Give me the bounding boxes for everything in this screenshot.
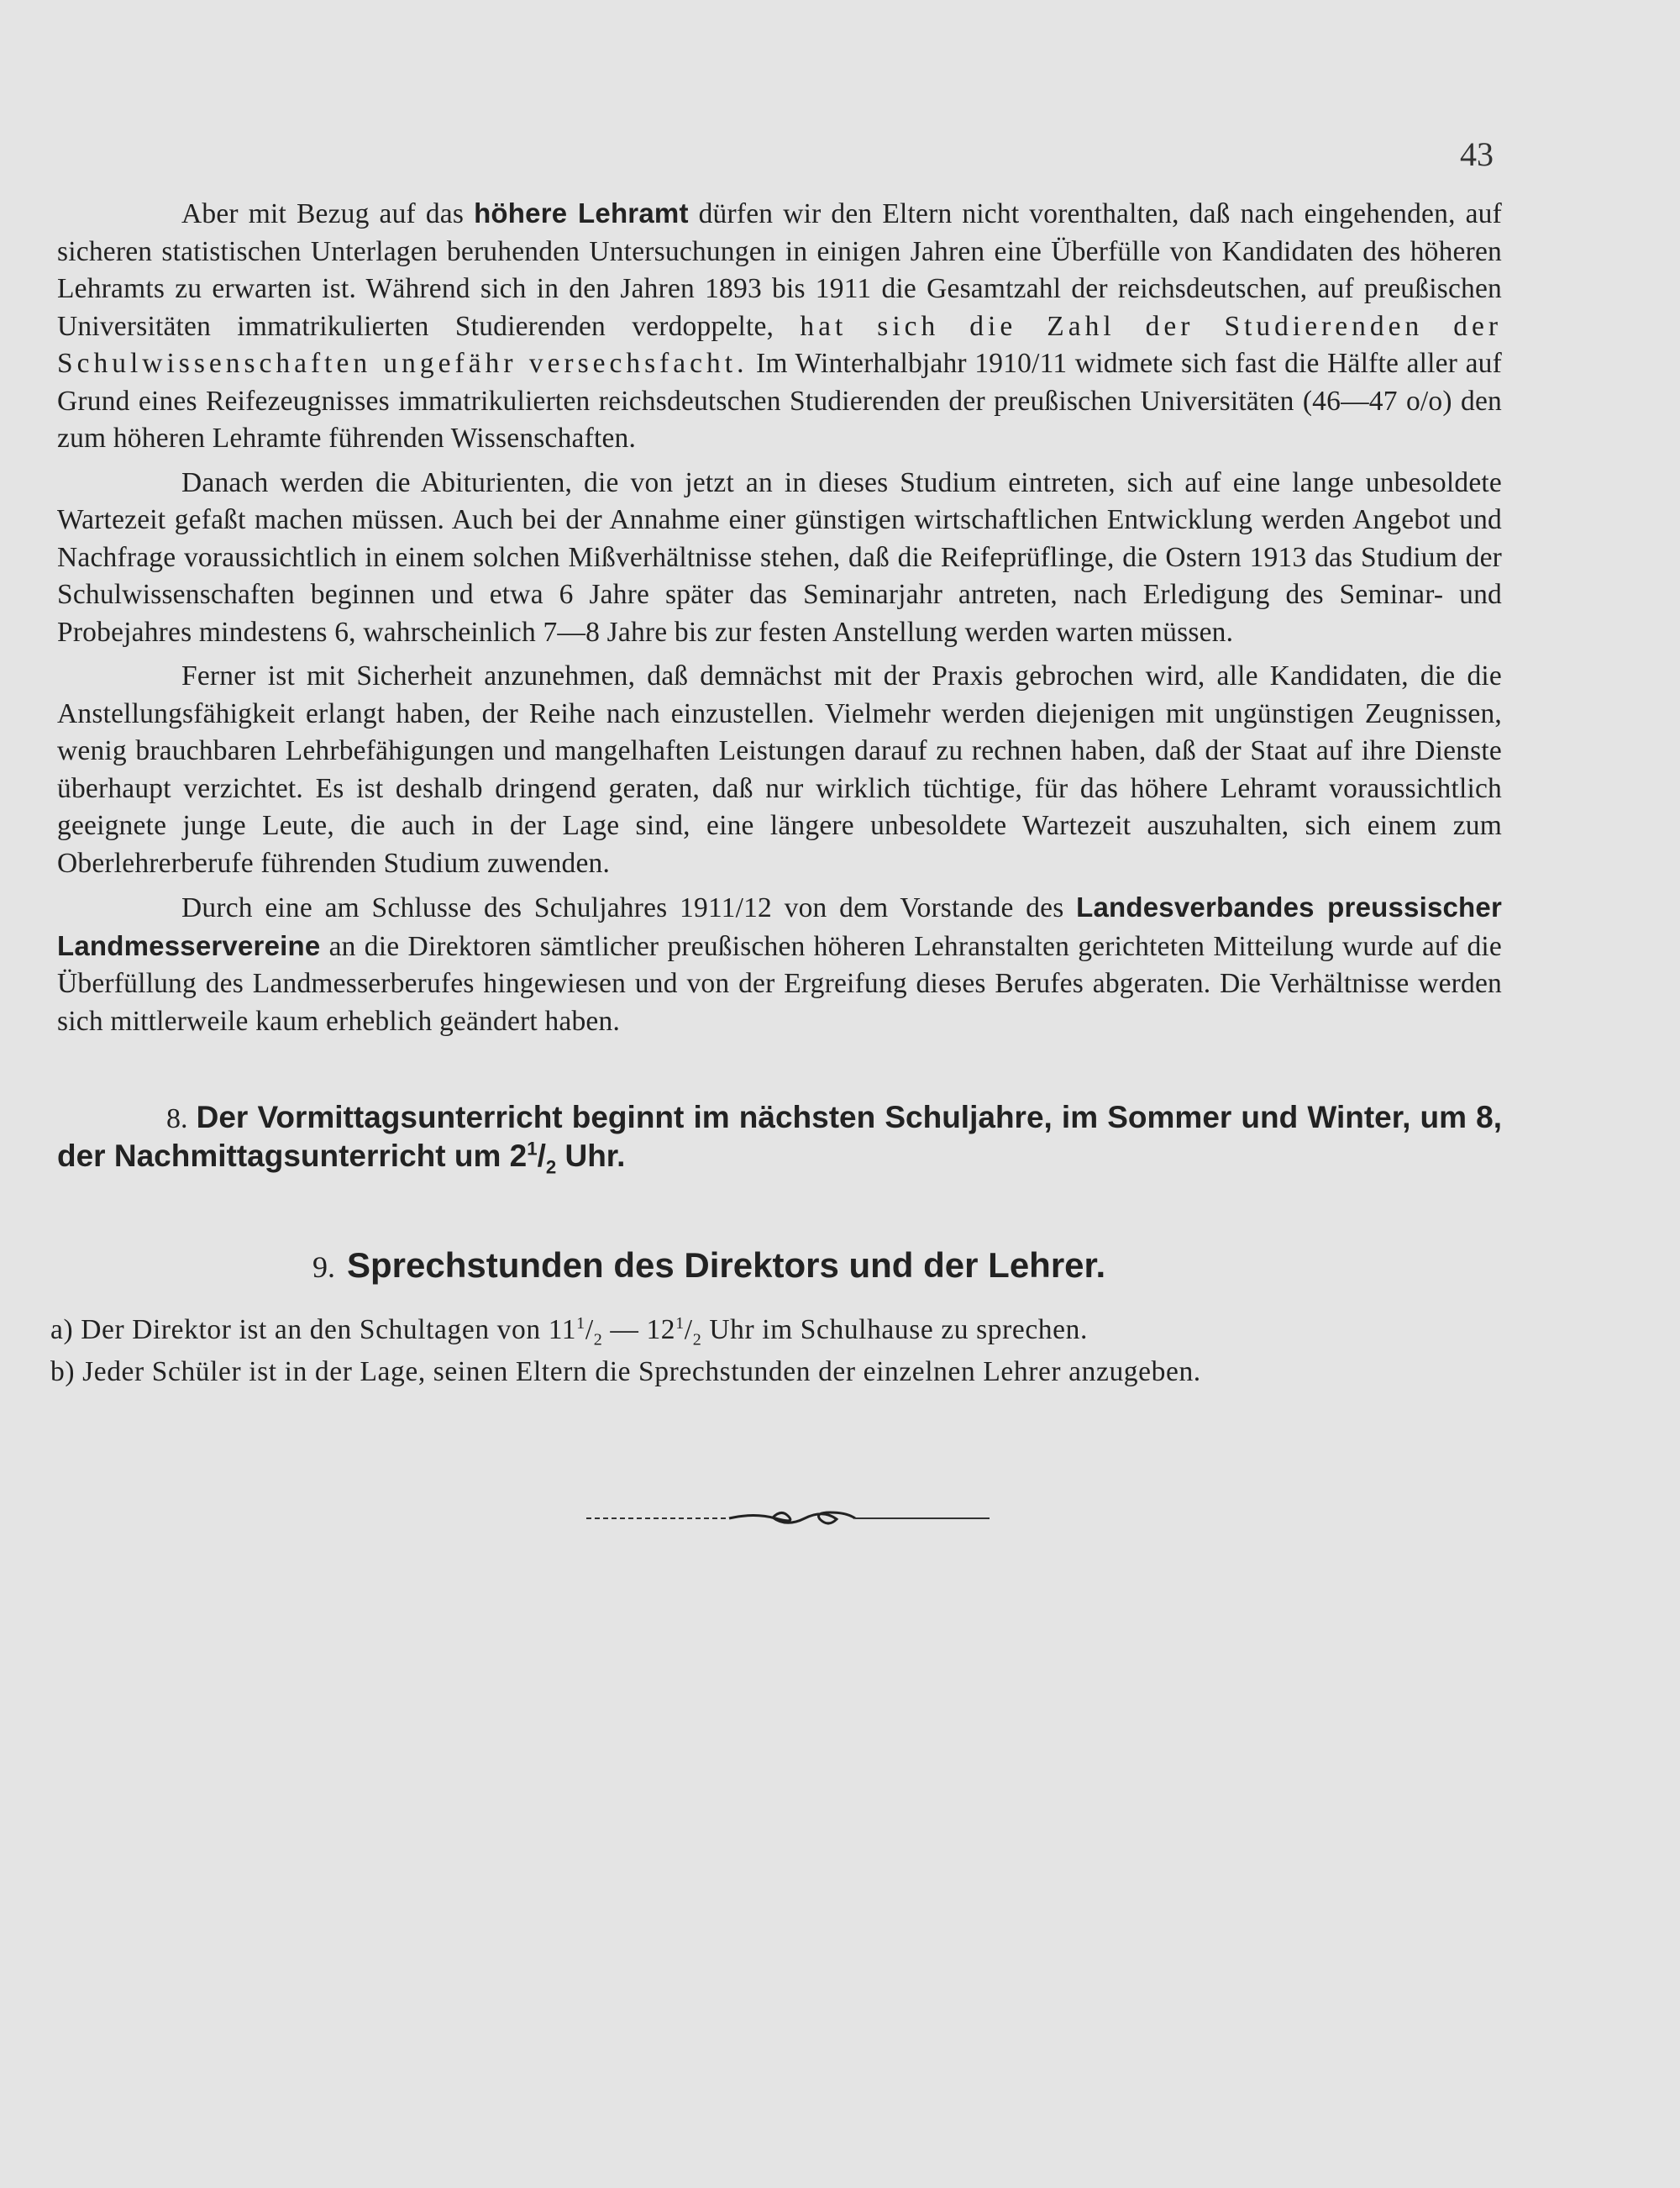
item-8-text-b: Uhr. xyxy=(556,1139,626,1173)
p4-text-c: an die Direktoren sämtlicher preußischen höheren Lehranstalten gerichteten Mitteilung wurde auf die Überfüllung des Landmesserberufes hingewiesen und von der Ergreifung dieses Berufes abgeraten. Die Verhältnisse werden sich mittlerweile kaum erheblich geändert haben. xyxy=(57,930,1502,1037)
list-item-a-label: a) xyxy=(50,1314,74,1345)
list-item-a-f1-den: 2 xyxy=(593,1330,603,1349)
list-item-a-f1-num: 1 xyxy=(576,1313,585,1333)
item-8-text: Der Vormittagsunterricht beginnt im nächsten Schuljahre, im Sommer und Winter, um 8, der Nachmittagsunterricht um $2^1/_2$ Uhr. xyxy=(57,1100,1502,1178)
body-text xyxy=(57,195,1502,1047)
item-8-schedule xyxy=(57,1099,1502,1176)
list-item-a: a) Der Direktor ist an den Schultagen von $11^1/_2$ — $12^1/_2$ Uhr im Schulhause zu sprechen. xyxy=(50,1313,1088,1349)
ornament-divider-icon xyxy=(586,1506,990,1531)
paragraph-4 xyxy=(57,889,1502,1040)
p1-text-c: dürfen wir den Eltern nicht vorenthalten, daß nach eingehenden, auf sicheren statistischen Unterlagen beruhenden Untersuchungen in einigen Jahren eine Überfülle von Kandidaten des höheren Lehramts zu erwarten ist. Während sich in den Jahren 1893 bis 1911 die Gesamtzahl der reichsdeutschen, auf preußischen Universitäten immatrikulierten Studierenden verdoppelte, xyxy=(57,198,1502,342)
p4-emphasis-landesverband: Landesverbandes preussischer Landmesservereine xyxy=(57,892,1503,961)
list-item-a-text-b: Uhr im Schulhause zu sprechen. xyxy=(701,1314,1088,1345)
list-item-a-f2-num: 1 xyxy=(675,1313,685,1333)
p4-text-a: Durch eine am Schlusse des Schuljahres 1911/12 von dem Vorstande des xyxy=(181,892,1077,923)
list-item-b-text: Jeder Schüler ist in der Lage, seinen Eltern die Sprechstunden der einzelnen Lehrer anzugeben. xyxy=(82,1356,1201,1387)
p1-text-a: Aber mit Bezug auf das xyxy=(181,198,475,229)
item-8-frac-num: 1 xyxy=(527,1138,538,1160)
p1-spaced-text: hat sich die Zahl der Studierenden der Schulwissenschaften ungefähr versechsfacht. xyxy=(57,310,1503,379)
section-9-heading xyxy=(312,1245,1320,1286)
item-8-text-a: Der Vormittagsunterricht beginnt im nächsten Schuljahre, im Sommer und Winter, um 8, der Nachmittagsunterricht um 2 xyxy=(57,1100,1502,1173)
list-item-a-mid: — 12 xyxy=(602,1314,676,1345)
section-9-number: 9. xyxy=(312,1250,335,1284)
paragraph-3: Ferner ist mit Sicherheit anzunehmen, daß demnächst mit der Praxis gebrochen wird, alle Kandidaten, die die Anstellungsfähigkeit erlangt haben, der Reihe nach einzustellen. Vielmehr werden diejenigen mit ungünstigen Zeugnissen, wenig brauchbaren Lehrbefähigungen und mangelhaften Leistungen darauf zu rechnen haben, daß der Staat auf ihre Dienste überhaupt verzichtet. Es ist deshalb dringend geraten, daß nur wirklich tüchtige, für das höhere Lehramt voraussichtlich geeignete junge Leute, die auch in der Lage sind, eine längere unbesoldete Wartezeit auszuhalten, sich einem zum Oberlehrerberufe führenden Studium zuwenden. xyxy=(57,660,1502,879)
list-item-b xyxy=(50,1351,1512,1393)
paragraph-1 xyxy=(57,195,1502,458)
item-8-number: 8. xyxy=(166,1103,188,1134)
list-item-b-label: b) xyxy=(50,1356,76,1387)
item-8-frac-den: 2 xyxy=(545,1156,557,1178)
list-item-a-text-a: Der Direktor ist an den Schultagen von 11 xyxy=(81,1314,577,1345)
section-9-title: Sprechstunden des Direktors und der Lehrer. xyxy=(347,1245,1106,1285)
p1-text-e: Im Winterhalbjahr 1910/11 widmete sich fast die Hälfte aller auf Grund eines Reifezeugnisses immatrikulierten reichsdeutschen Studierenden der preußischen Universitäten (46—47 o/o) den zum höheren Lehramte führenden Wissenschaften. xyxy=(57,348,1502,454)
p1-emphasis-lehramt: höhere Lehramt xyxy=(474,197,689,229)
page-number: 43 xyxy=(1460,135,1494,173)
section-9-list xyxy=(50,1309,1512,1393)
list-item-a-f2-den: 2 xyxy=(692,1330,702,1349)
paragraph-2: Danach werden die Abiturienten, die von jetzt an in dieses Studium eintreten, sich auf eine lange unbesoldete Wartezeit gefaßt machen müssen. Auch bei der Annahme einer günstigen wirtschaftlichen Entwicklung werden Angebot und Nachfrage voraussichtlich in einem solchen Mißverhältnisse stehen, daß die Reifeprüflinge, die Ostern 1913 das Studium der Schulwissenschaften beginnen und etwa 6 Jahre später das Seminarjahr antreten, nach Erledigung des Seminar- und Probejahres mindestens 6, wahrscheinlich 7—8 Jahre bis zur festen Anstellung werden warten müssen. xyxy=(57,466,1502,648)
